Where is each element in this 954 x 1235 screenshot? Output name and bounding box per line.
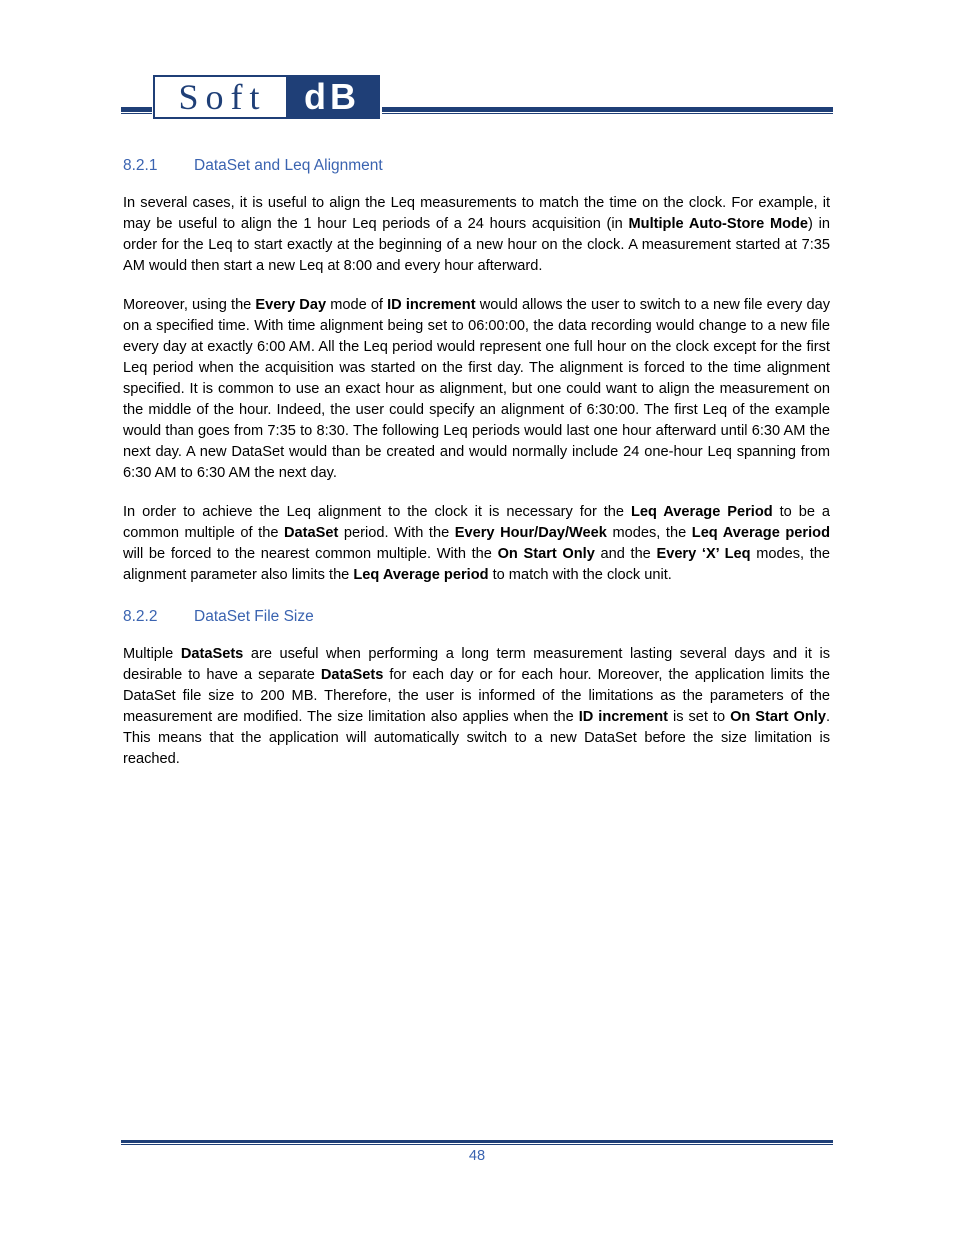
bold-term: On Start Only [497, 546, 595, 562]
section-number: 8.2.2 [123, 608, 158, 625]
logo-text-soft: Soft [178, 77, 267, 117]
section-heading-8-2-1 [123, 153, 830, 179]
bold-term: ID increment [578, 709, 669, 725]
section-title: DataSet and Leq Alignment [194, 157, 383, 174]
bold-term: DataSets [180, 646, 244, 662]
page-content [123, 153, 830, 788]
logo-text-db: dB [286, 77, 378, 117]
softdb-logo [153, 75, 380, 119]
bold-term: Every Hour/Day/Week [454, 525, 607, 541]
bold-term: Leq Average period [691, 525, 830, 541]
paragraph: Moreover, using the Every Day mode of ID increment would allows the user to switch to a new file every day on a specified time. With time alignment being set to 06:00:00, the data recording would change to a new file every day at exactly 6:00 AM. All the Leq period would represent one full hour on the clock except for the first Leq period when the acquisition was started on the first day. The alignment is forced to the time alignment specified. It is common to use an exact hour as alignment, but one could want to align the measurement on the middle of the hour. Indeed, the user could specify an alignment of 6:30:00. The first Leq of the example would than goes from 7:35 to 8:30. The following Leq periods would last one hour afterward until 6:30 AM the next day. A new DataSet would than be created and would normally include 24 one-hour Leq spanning from 6:30 AM to 6:30 AM the next day. [123, 297, 830, 481]
paragraph: Multiple DataSets are useful when performing a long term measurement lasting several days and it is desirable to have a separate DataSets for each day or for each hour. Moreover, the application limits the DataSet file size to 200 MB. Therefore, the user is informed of the limitations as the parameters of the measurement are modified. The size limitation also applies when the ID increment is set to On Start Only. This means that the application will automatically switch to a new DataSet before the size limitation is reached. [123, 646, 830, 767]
bold-term: Every ‘X’ Leq [656, 546, 751, 562]
section-number: 8.2.1 [123, 157, 158, 174]
paragraph: In several cases, it is useful to align the Leq measurements to match the time on the clock. For example, it may be useful to align the 1 hour Leq periods of a 24 hours acquisition (in Multiple Auto-Store Mode) in order for the Leq to start exactly at the beginning of a new hour on the clock. A measurement started at 7:35 AM would then start a new Leq at 8:00 and every hour afterward. [123, 195, 830, 274]
bold-term: On Start Only [730, 709, 826, 725]
bold-term: Leq Average period [353, 567, 489, 583]
header-rule-left [121, 107, 152, 112]
bold-term: DataSets [320, 667, 384, 683]
header-rule-right [382, 107, 833, 112]
footer-rule [121, 1140, 833, 1143]
bold-term: Every Day [255, 297, 327, 313]
bold-term: ID increment [387, 297, 476, 313]
paragraph: In order to achieve the Leq alignment to the clock it is necessary for the Leq Average Period to be a common multiple of the DataSet period. With the Every Hour/Day/Week modes, the Leq Average period will be forced to the nearest common multiple. With the On Start Only and the Every ‘X’ Leq modes, the alignment parameter also limits the Leq Average period to match with the clock unit. [123, 504, 830, 583]
bold-term: Multiple Auto-Store Mode [628, 216, 809, 232]
section-heading-8-2-2 [123, 604, 830, 630]
page-number: 48 [468, 1148, 486, 1164]
bold-term: DataSet [284, 525, 339, 541]
section-title: DataSet File Size [194, 608, 314, 625]
bold-term: Leq Average Period [630, 504, 773, 520]
